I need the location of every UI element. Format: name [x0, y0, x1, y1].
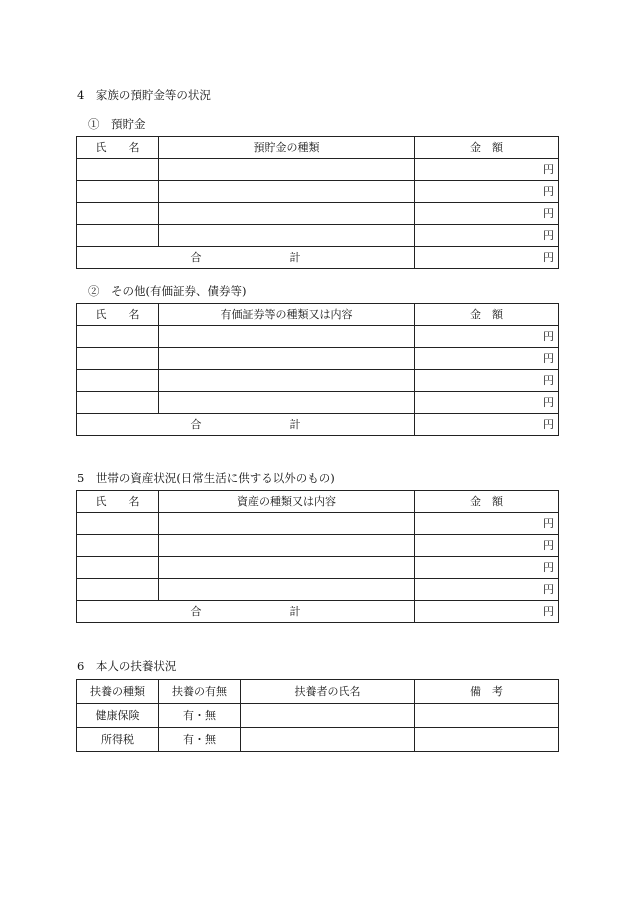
- type-cell[interactable]: [159, 159, 415, 181]
- amount-cell[interactable]: 円: [415, 392, 559, 414]
- name-cell[interactable]: [77, 225, 159, 247]
- name-cell[interactable]: [77, 535, 159, 557]
- table-row: [77, 579, 559, 601]
- name-cell[interactable]: [77, 392, 159, 414]
- header-name: 氏 名: [77, 137, 159, 159]
- amount-cell[interactable]: 円: [415, 513, 559, 535]
- table-header-row: [77, 491, 559, 513]
- section-6-heading: 6 本人の扶養状況: [77, 659, 177, 673]
- total-label: 合 計: [77, 601, 415, 623]
- total-amount-cell[interactable]: 円: [415, 414, 559, 436]
- table-header-row: [77, 137, 559, 159]
- name-cell[interactable]: [77, 159, 159, 181]
- table-row: [77, 513, 559, 535]
- type-cell[interactable]: [159, 348, 415, 370]
- table-row: [77, 225, 559, 247]
- amount-cell[interactable]: 円: [415, 348, 559, 370]
- amount-cell[interactable]: 円: [415, 159, 559, 181]
- name-cell[interactable]: [77, 348, 159, 370]
- table-row: [77, 348, 559, 370]
- total-row: [77, 601, 559, 623]
- name-cell[interactable]: [77, 326, 159, 348]
- type-cell[interactable]: [159, 557, 415, 579]
- amount-cell[interactable]: 円: [415, 203, 559, 225]
- name-cell[interactable]: [77, 513, 159, 535]
- table-header-row: [77, 304, 559, 326]
- total-amount-cell[interactable]: 円: [415, 601, 559, 623]
- header-amount: 金 額: [415, 304, 559, 326]
- type-cell[interactable]: [159, 203, 415, 225]
- header-support-status: 扶養の有無: [159, 680, 241, 704]
- supporter-name-cell[interactable]: [241, 704, 415, 728]
- table-row: [77, 181, 559, 203]
- type-cell[interactable]: [159, 535, 415, 557]
- deposit-table: [76, 136, 559, 269]
- supporter-name-cell[interactable]: [241, 728, 415, 752]
- table-row: [77, 159, 559, 181]
- table-row: [77, 392, 559, 414]
- type-cell[interactable]: [159, 513, 415, 535]
- total-label: 合 計: [77, 414, 415, 436]
- name-cell[interactable]: [77, 557, 159, 579]
- amount-cell[interactable]: 円: [415, 370, 559, 392]
- amount-cell[interactable]: 円: [415, 326, 559, 348]
- header-deposit-type: 預貯金の種類: [159, 137, 415, 159]
- type-cell[interactable]: [159, 181, 415, 203]
- name-cell[interactable]: [77, 579, 159, 601]
- amount-cell[interactable]: 円: [415, 535, 559, 557]
- amount-cell[interactable]: 円: [415, 557, 559, 579]
- assets-table: [76, 490, 559, 623]
- support-type-cell: 所得税: [77, 728, 159, 752]
- type-cell[interactable]: [159, 225, 415, 247]
- total-label: 合 計: [77, 247, 415, 269]
- total-row: [77, 247, 559, 269]
- securities-table: [76, 303, 559, 436]
- header-amount: 金 額: [415, 137, 559, 159]
- name-cell[interactable]: [77, 181, 159, 203]
- securities-subheading: ② その他(有価証券、債券等): [88, 284, 247, 298]
- table-row: [77, 203, 559, 225]
- header-amount: 金 額: [415, 491, 559, 513]
- table-row: [77, 728, 559, 752]
- remarks-cell[interactable]: [415, 728, 559, 752]
- table-header-row: [77, 680, 559, 704]
- header-asset-type: 資産の種類又は内容: [159, 491, 415, 513]
- header-securities-type: 有価証券等の種類又は内容: [159, 304, 415, 326]
- support-type-cell: 健康保険: [77, 704, 159, 728]
- type-cell[interactable]: [159, 579, 415, 601]
- name-cell[interactable]: [77, 203, 159, 225]
- total-row: [77, 414, 559, 436]
- header-remarks: 備 考: [415, 680, 559, 704]
- name-cell[interactable]: [77, 370, 159, 392]
- type-cell[interactable]: [159, 370, 415, 392]
- table-row: [77, 326, 559, 348]
- deposit-subheading: ① 預貯金: [88, 117, 146, 131]
- header-name: 氏 名: [77, 491, 159, 513]
- remarks-cell[interactable]: [415, 704, 559, 728]
- header-name: 氏 名: [77, 304, 159, 326]
- support-status-cell[interactable]: 有・無: [159, 728, 241, 752]
- support-table: [76, 679, 559, 752]
- support-status-cell[interactable]: 有・無: [159, 704, 241, 728]
- table-row: [77, 704, 559, 728]
- type-cell[interactable]: [159, 392, 415, 414]
- table-row: [77, 557, 559, 579]
- table-row: [77, 535, 559, 557]
- section-4-heading: 4 家族の預貯金等の状況: [77, 88, 211, 102]
- type-cell[interactable]: [159, 326, 415, 348]
- amount-cell[interactable]: 円: [415, 181, 559, 203]
- header-support-type: 扶養の種類: [77, 680, 159, 704]
- header-supporter-name: 扶養者の氏名: [241, 680, 415, 704]
- section-5-heading: 5 世帯の資産状況(日常生活に供する以外のもの): [77, 471, 335, 485]
- table-row: [77, 370, 559, 392]
- amount-cell[interactable]: 円: [415, 579, 559, 601]
- amount-cell[interactable]: 円: [415, 225, 559, 247]
- total-amount-cell[interactable]: 円: [415, 247, 559, 269]
